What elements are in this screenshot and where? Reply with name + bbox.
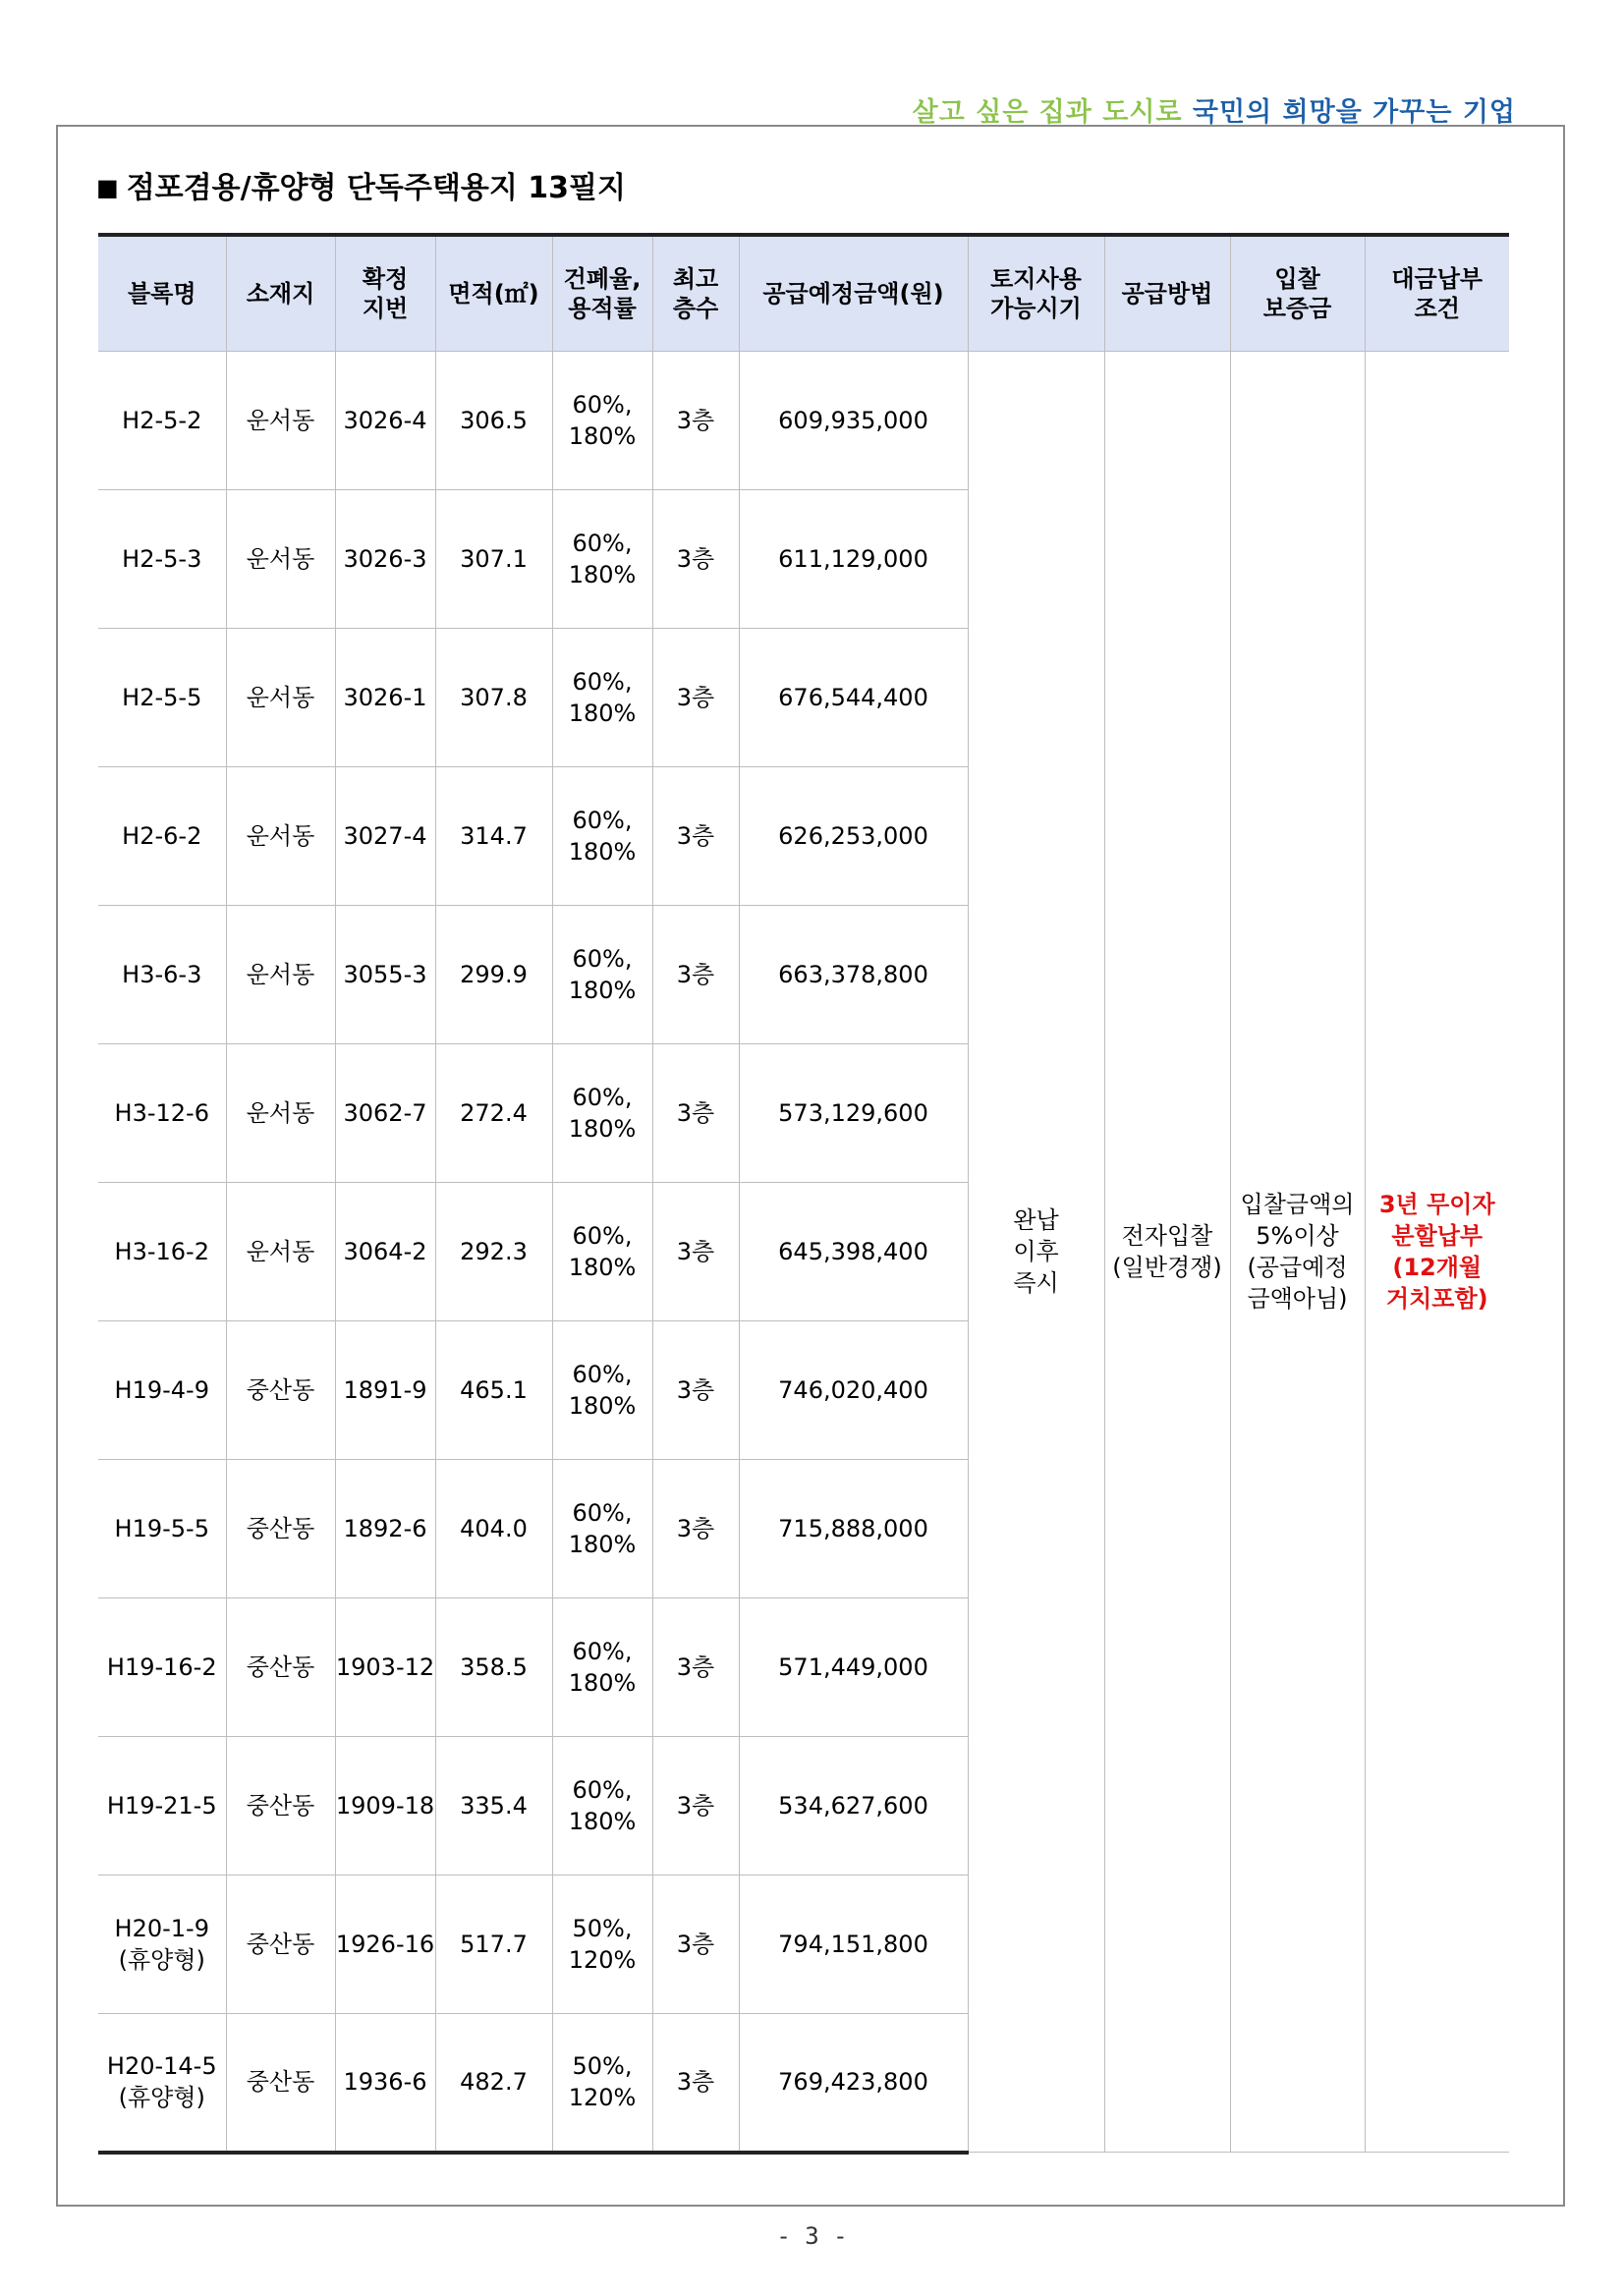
header-floors: 최고 층수: [652, 235, 739, 352]
cell-ratio: 60%, 180%: [552, 629, 652, 767]
cell-price: 611,129,000: [739, 490, 968, 629]
bullet-square-icon: ■: [96, 174, 119, 201]
cell-bid-deposit: 입찰금액의 5%이상 (공급예정 금액아님): [1230, 352, 1365, 2153]
cell-area: 517.7: [435, 1876, 552, 2014]
cell-area: 314.7: [435, 767, 552, 906]
cell-location: 중산동: [226, 1598, 335, 1737]
cell-lot: 3026-4: [335, 352, 435, 490]
cell-location: 중산동: [226, 1737, 335, 1876]
cell-block: H3-6-3: [98, 906, 226, 1044]
cell-floors: 3층: [652, 1876, 739, 2014]
cell-price: 626,253,000: [739, 767, 968, 906]
cell-lot: 3027-4: [335, 767, 435, 906]
cell-floors: 3층: [652, 352, 739, 490]
cell-price: 571,449,000: [739, 1598, 968, 1737]
cell-block: H2-5-5: [98, 629, 226, 767]
table-header-row: [98, 235, 1509, 352]
cell-block: H19-5-5: [98, 1460, 226, 1598]
cell-block: H3-12-6: [98, 1044, 226, 1183]
cell-area: 306.5: [435, 352, 552, 490]
cell-location: 중산동: [226, 2014, 335, 2153]
cell-block: H2-5-3: [98, 490, 226, 629]
cell-price: 715,888,000: [739, 1460, 968, 1598]
cell-location: 운서동: [226, 1183, 335, 1321]
header-ratio: 건폐율, 용적률: [552, 235, 652, 352]
cell-lot: 3055-3: [335, 906, 435, 1044]
cell-area: 272.4: [435, 1044, 552, 1183]
page-number: - 3 -: [776, 2222, 848, 2250]
land-lots-table: [98, 233, 1509, 2155]
cell-block: H20-1-9 (휴양형): [98, 1876, 226, 2014]
cell-ratio: 60%, 180%: [552, 490, 652, 629]
cell-block: H2-5-2: [98, 352, 226, 490]
cell-block: H19-16-2: [98, 1598, 226, 1737]
cell-ratio: 60%, 180%: [552, 1460, 652, 1598]
cell-floors: 3층: [652, 2014, 739, 2153]
cell-floors: 3층: [652, 1044, 739, 1183]
cell-location: 운서동: [226, 629, 335, 767]
cell-price: 676,544,400: [739, 629, 968, 767]
cell-floors: 3층: [652, 906, 739, 1044]
cell-use-timing: 완납 이후 즉시: [968, 352, 1104, 2153]
cell-lot: 3026-3: [335, 490, 435, 629]
header-method: 공급방법: [1104, 235, 1230, 352]
company-slogan: [913, 90, 1516, 129]
cell-ratio: 50%, 120%: [552, 2014, 652, 2153]
cell-block: H20-14-5 (휴양형): [98, 2014, 226, 2153]
cell-area: 307.1: [435, 490, 552, 629]
cell-lot: 1903-12: [335, 1598, 435, 1737]
cell-area: 307.8: [435, 629, 552, 767]
cell-location: 운서동: [226, 1044, 335, 1183]
cell-location: 운서동: [226, 906, 335, 1044]
cell-floors: 3층: [652, 629, 739, 767]
header-area: 면적(㎡): [435, 235, 552, 352]
cell-floors: 3층: [652, 1460, 739, 1598]
cell-lot: 3062-7: [335, 1044, 435, 1183]
cell-price: 534,627,600: [739, 1737, 968, 1876]
cell-location: 운서동: [226, 767, 335, 906]
cell-price: 746,020,400: [739, 1321, 968, 1460]
cell-payment-terms: 3년 무이자 분할납부 (12개월 거치포함): [1365, 352, 1509, 2153]
header-block: 블록명: [98, 235, 226, 352]
cell-ratio: 60%, 180%: [552, 1183, 652, 1321]
cell-area: 335.4: [435, 1737, 552, 1876]
cell-area: 482.7: [435, 2014, 552, 2153]
section-title: [96, 163, 626, 206]
cell-ratio: 60%, 180%: [552, 1598, 652, 1737]
section-title-text: 점포겸용/휴양형 단독주택용지 13필지: [126, 171, 626, 205]
cell-ratio: 60%, 180%: [552, 1737, 652, 1876]
cell-floors: 3층: [652, 1598, 739, 1737]
cell-lot: 1891-9: [335, 1321, 435, 1460]
cell-area: 358.5: [435, 1598, 552, 1737]
cell-area: 299.9: [435, 906, 552, 1044]
cell-lot: 1926-16: [335, 1876, 435, 2014]
cell-price: 609,935,000: [739, 352, 968, 490]
cell-supply-method: 전자입찰 (일반경쟁): [1104, 352, 1230, 2153]
cell-location: 중산동: [226, 1460, 335, 1598]
cell-area: 404.0: [435, 1460, 552, 1598]
header-payment: 대금납부 조건: [1365, 235, 1509, 352]
cell-area: 465.1: [435, 1321, 552, 1460]
table-row: [98, 352, 1509, 490]
cell-price: 794,151,800: [739, 1876, 968, 2014]
cell-lot: 1909-18: [335, 1737, 435, 1876]
cell-lot: 3064-2: [335, 1183, 435, 1321]
cell-ratio: 60%, 180%: [552, 767, 652, 906]
cell-location: 중산동: [226, 1876, 335, 2014]
slogan-blue: 국민의 희망을 가꾸는 기업: [1192, 97, 1516, 128]
cell-ratio: 60%, 180%: [552, 352, 652, 490]
header-location: 소재지: [226, 235, 335, 352]
cell-floors: 3층: [652, 490, 739, 629]
cell-location: 중산동: [226, 1321, 335, 1460]
header-use: 토지사용 가능시기: [968, 235, 1104, 352]
cell-block: H2-6-2: [98, 767, 226, 906]
cell-ratio: 60%, 180%: [552, 1321, 652, 1460]
cell-ratio: 60%, 180%: [552, 906, 652, 1044]
cell-floors: 3층: [652, 1183, 739, 1321]
cell-floors: 3층: [652, 767, 739, 906]
cell-block: H19-4-9: [98, 1321, 226, 1460]
cell-lot: 1936-6: [335, 2014, 435, 2153]
cell-area: 292.3: [435, 1183, 552, 1321]
cell-block: H19-21-5: [98, 1737, 226, 1876]
cell-price: 645,398,400: [739, 1183, 968, 1321]
cell-ratio: 50%, 120%: [552, 1876, 652, 2014]
cell-lot: 1892-6: [335, 1460, 435, 1598]
header-price: 공급예정금액(원): [739, 235, 968, 352]
cell-price: 573,129,600: [739, 1044, 968, 1183]
cell-block: H3-16-2: [98, 1183, 226, 1321]
cell-price: 769,423,800: [739, 2014, 968, 2153]
header-deposit: 입찰 보증금: [1230, 235, 1365, 352]
cell-price: 663,378,800: [739, 906, 968, 1044]
cell-floors: 3층: [652, 1321, 739, 1460]
cell-location: 운서동: [226, 490, 335, 629]
cell-ratio: 60%, 180%: [552, 1044, 652, 1183]
header-lot: 확정 지번: [335, 235, 435, 352]
cell-lot: 3026-1: [335, 629, 435, 767]
cell-floors: 3층: [652, 1737, 739, 1876]
cell-location: 운서동: [226, 352, 335, 490]
slogan-green: 살고 싶은 집과 도시로: [912, 97, 1183, 128]
